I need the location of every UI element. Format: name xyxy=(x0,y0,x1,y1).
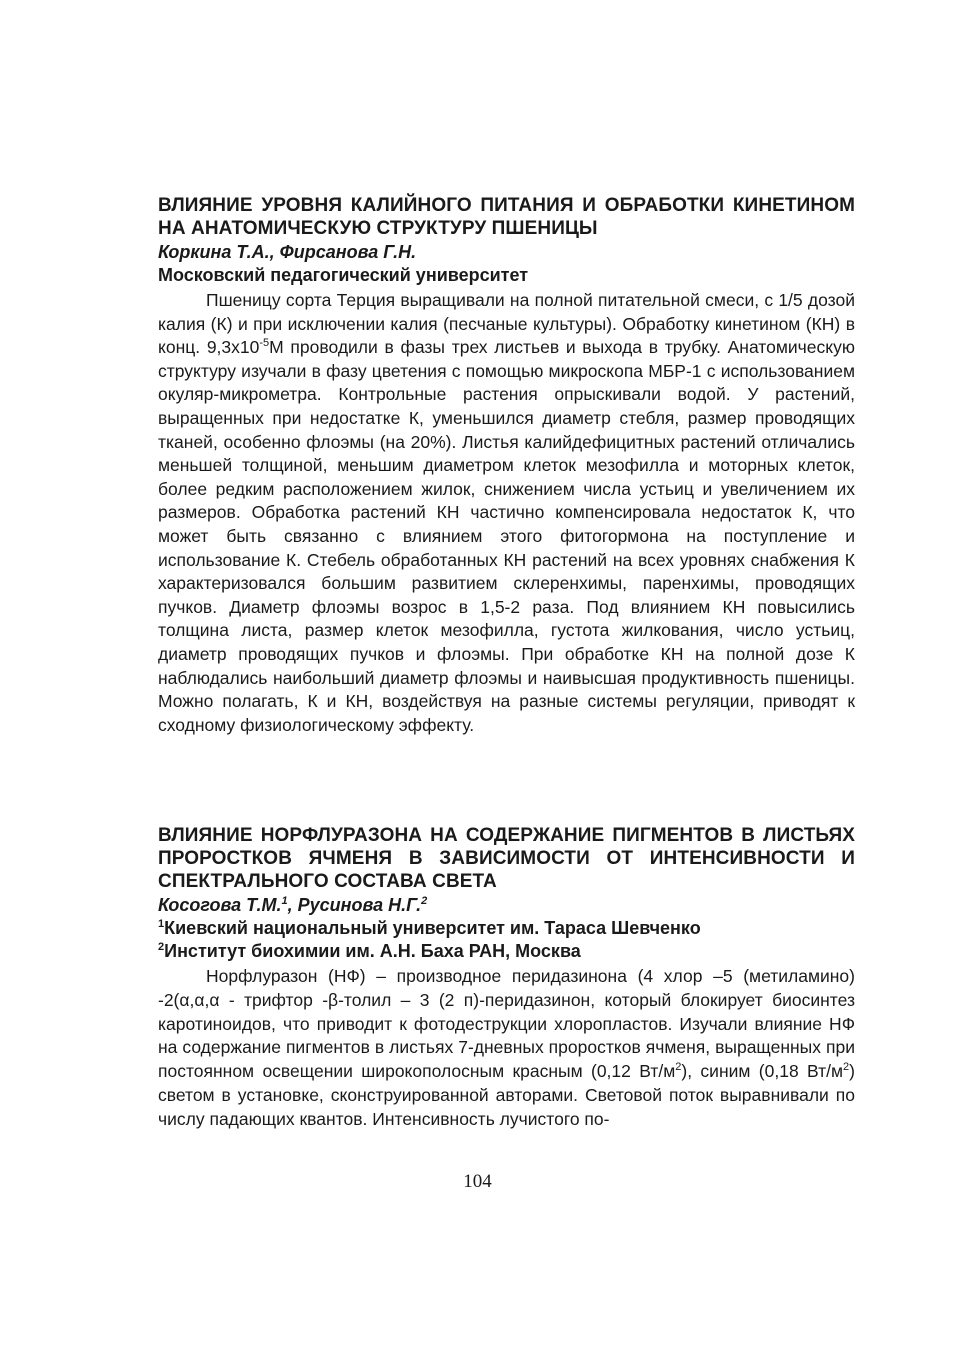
article-affiliation-2: $^2$Институт биохимии им. А.Н. Баха РАН, Москва xyxy=(158,941,581,961)
article-authors: Коркина Т.А., Фирсанова Г.Н. xyxy=(158,242,417,262)
article-body: Пшеницу сорта Терция выращивали на полной питательной смеси, с 1/5 дозой калия (К) и при исключении калия (песчаные культуры). Обработку кинетином (КН) в конц. $9,3x10^{-5}М$ проводили в фазы трех листьев и выхода в трубку. Анатомическую структуру изучали в фазу цветения с помощью микроскопа МБР-1 с использованием окуляр-микрометра. Контрольные растения опрыскивали водой. У растений, выращенных при недостатке К, уменьшился диаметр стебля, размер проводящих тканей, особенно флоэмы (на 20%). Листья калийдефицитных растений отличались меньшей толщиной, меньшим диаметром клеток мезофилла и моторных клеток, более редким расположением жилок, снижением числа устьиц и увеличением их размеров. Обработка растений КН частично компенсировала недостаток К, что может быть связанно с влиянием этого фитогормона на поступление и использование К. Стебель обработанных КН растений на всех уровнях снабжения К характеризовался большим развитием склеренхимы, паренхимы, проводящих пучков. Диаметр флоэмы возрос в 1,5-2 раза. Под влиянием КН повысились толщина листа, размер клеток мезофилла, густота жилкования, число устьиц, диаметр проводящих пучков и флоэмы. При обработке КН на полной дозе К наблюдались наибольший диаметр флоэмы и наивысшая продуктивность пшеницы. Можно полагать, К и КН, воздействуя на разные системы регуляции, приводят к сходному физиологическому эффекту. xyxy=(158,290,855,735)
article-affiliation: Московский педагогический университет xyxy=(158,265,529,285)
article-2 xyxy=(158,824,855,1132)
page-number: 104 xyxy=(463,1171,492,1192)
article-authors: Косогова Т.М.$^1$, Русинова Н.Г.$^2$ xyxy=(158,895,428,915)
article-1 xyxy=(158,194,855,737)
article-title: ВЛИЯНИЕ УРОВНЯ КАЛИЙНОГО ПИТАНИЯ И ОБРАБОТКИ КИНЕТИНОМ НА АНАТОМИЧЕСКУЮ СТРУКТУРУ ПШЕНИЦЫ xyxy=(158,195,855,239)
article-title: ВЛИЯНИЕ НОРФЛУРАЗОНА НА СОДЕРЖАНИЕ ПИГМЕНТОВ В ЛИСТЬЯХ ПРОРОСТКОВ ЯЧМЕНЯ В ЗАВИСИМОСТИ ОТ ИНТЕНСИВНОСТИ И СПЕКТРАЛЬНОГО СОСТАВА СВЕТА xyxy=(158,825,855,892)
article-affiliation-1: $^1$Киевский национальный университет им. Тараса Шевченко xyxy=(158,918,701,938)
article-body: Норфлуразон (НФ) – производное перидазинона (4 хлор –5 (метиламино) -2(α,α,α - трифтор -β-толил – 3 (2 п)-перидазинон, который блокирует биосинтез каротиноидов, что приводит к фотодеструкции хлоропластов. Изучали влияние НФ на содержание пигментов в листьях 7-дневных проростков ячменя, выращенных при постоянном освещении широкополосным красным (0,12 $Вт/м^2$), синим (0,18 $Вт/м^2$) светом в установке, сконструированной авторами. Световой поток выравнивали по числу падающих квантов. Интенсивность лучистого по- xyxy=(158,966,855,1129)
